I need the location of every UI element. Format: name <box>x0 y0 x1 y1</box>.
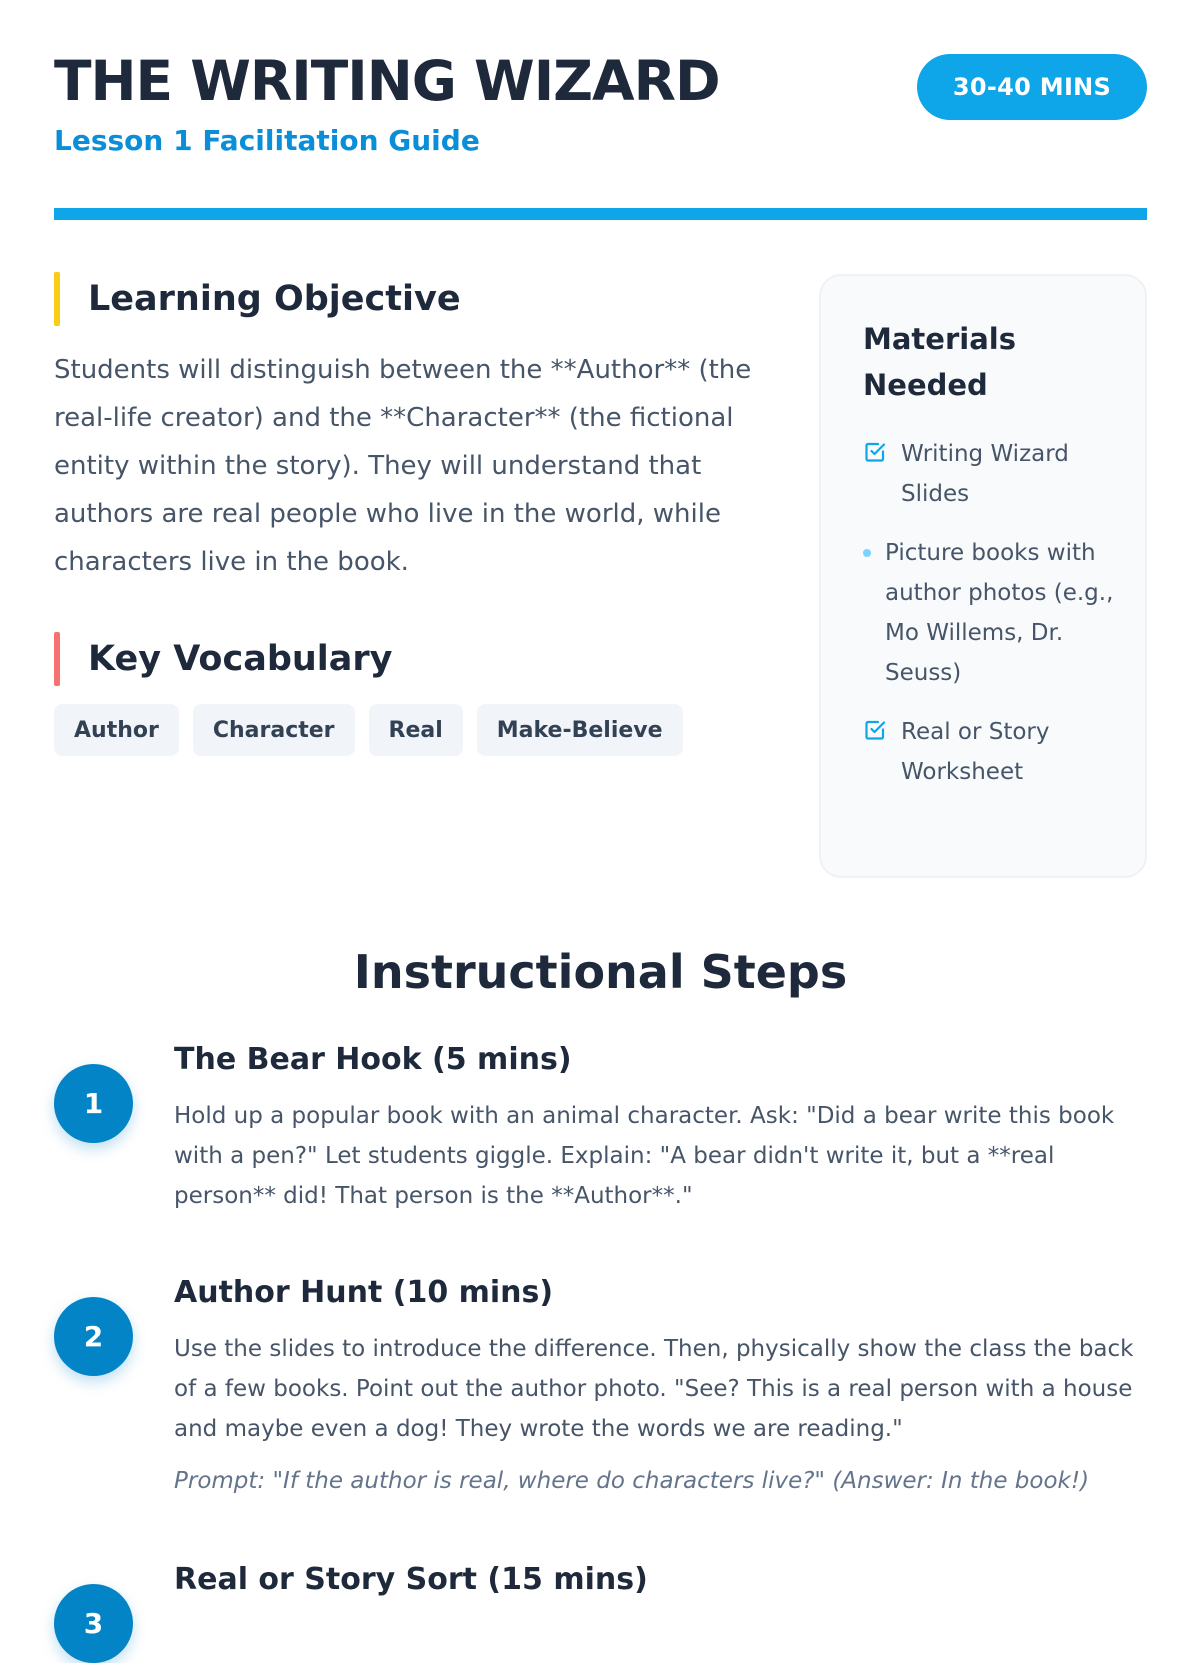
vocab-chip-real: Real <box>369 704 463 756</box>
vocabulary-list <box>54 704 754 756</box>
page-title: THE WRITING WIZARD <box>54 49 720 113</box>
header-divider <box>54 208 1147 220</box>
vocab-chip-make-believe: Make-Believe <box>477 704 683 756</box>
step-title: Real or Story Sort (15 mins) <box>174 1562 648 1597</box>
vocab-chip-character: Character <box>193 704 355 756</box>
materials-list <box>863 434 1115 792</box>
material-item <box>863 533 1115 693</box>
objective-heading-text: Learning Objective <box>88 279 461 319</box>
steps-heading: Instructional Steps <box>353 945 848 999</box>
objective-accent-bar <box>54 272 60 326</box>
material-item <box>863 434 1115 514</box>
checkbox-check-icon <box>863 440 887 464</box>
step-number-badge: 1 <box>54 1064 133 1143</box>
vocabulary-heading-text: Key Vocabulary <box>88 639 393 679</box>
objective-heading <box>54 272 754 326</box>
material-label: Picture books with author photos (e.g., Mo Willems, Dr. Seuss) <box>885 540 1114 686</box>
step-number-badge: 2 <box>54 1297 133 1376</box>
lesson-guide-page <box>54 0 1147 1640</box>
vocab-chip-author: Author <box>54 704 179 756</box>
page-header <box>54 50 1147 170</box>
step-number-badge: 3 <box>54 1584 133 1663</box>
step-title: Author Hunt (10 mins) <box>174 1275 554 1310</box>
checkbox-check-icon <box>863 718 887 742</box>
step-prompt: Prompt: "If the author is real, where do characters live?" (Answer: In the book!) <box>174 1468 1090 1494</box>
objective-and-vocabulary <box>54 272 754 756</box>
material-item <box>863 712 1115 792</box>
step-body <box>174 1273 1147 1501</box>
materials-heading: Materials Needed <box>863 322 1016 402</box>
page-subtitle: Lesson 1 Facilitation Guide <box>54 124 480 157</box>
dot-bullet-icon <box>863 549 871 557</box>
vocabulary-accent-bar <box>54 632 60 686</box>
step-text: Hold up a popular book with an animal character. Ask: "Did a bear write this book with a pen?" Let students giggle. Explain: "A bear didn't write it, but a **real person** did! That person is the **Author**." <box>174 1103 1115 1209</box>
step-text: Use the slides to introduce the difference. Then, physically show the class the back of a few books. Point out the author photo. "See? This is a real person with a house and maybe even a dog! They wrote the words we are reading." <box>174 1336 1134 1442</box>
material-label: Real or Story Worksheet <box>901 719 1050 785</box>
materials-card <box>819 274 1147 878</box>
duration-badge: 30-40 MINS <box>917 54 1147 120</box>
material-label: Writing Wizard Slides <box>901 441 1069 507</box>
vocabulary-heading <box>54 632 754 686</box>
step-body <box>174 1040 1147 1216</box>
objective-text: Students will distinguish between the **Author** (the real-life creator) and the **Character** (the fictional entity within the story). They will understand that authors are real people who live in the world, while characters live in the book. <box>54 355 752 577</box>
step-title: The Bear Hook (5 mins) <box>174 1042 572 1077</box>
step-body <box>174 1560 1147 1600</box>
